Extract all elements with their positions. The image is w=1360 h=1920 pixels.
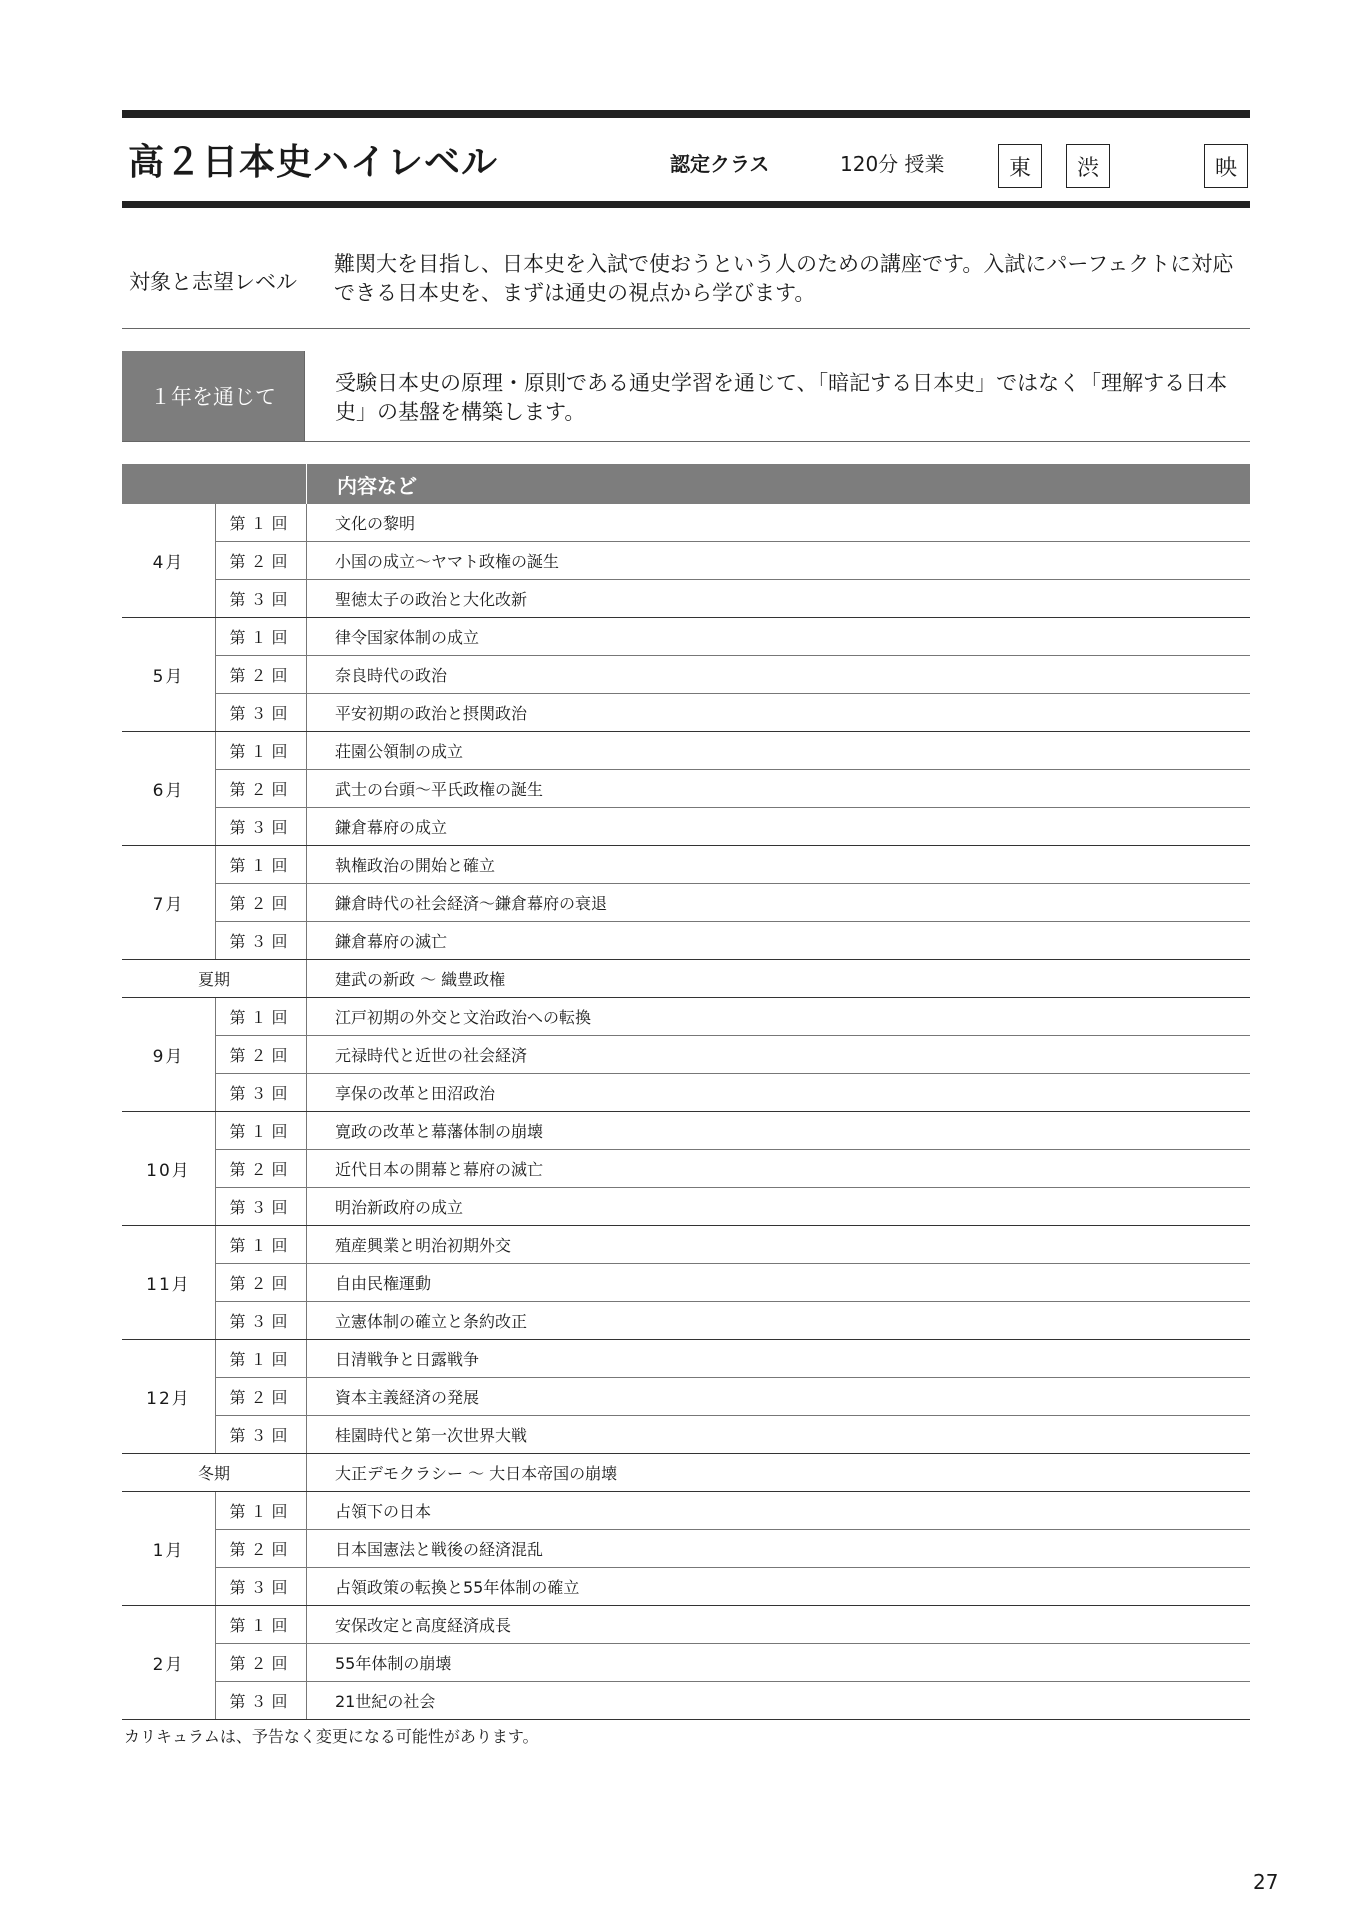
table-row (122, 1530, 1250, 1568)
topic-cell: 荘園公領制の成立 (307, 732, 1251, 770)
month-cell: 11月 (122, 1226, 216, 1340)
topic-cell: 鎌倉時代の社会経済～鎌倉幕府の衰退 (307, 884, 1251, 922)
session-cell: 第１回 (216, 504, 307, 542)
page-number: 27 (1253, 1870, 1279, 1894)
session-cell: 第３回 (216, 1568, 307, 1606)
topic-cell: 聖徳太子の政治と大化改新 (307, 580, 1251, 618)
campus-badge-east: 東 (998, 144, 1042, 188)
topic-cell: 小国の成立～ヤマト政権の誕生 (307, 542, 1251, 580)
month-cell: 12月 (122, 1340, 216, 1454)
top-rule (122, 110, 1250, 118)
table-row (122, 1644, 1250, 1682)
table-row (122, 656, 1250, 694)
topic-cell: 文化の黎明 (307, 504, 1251, 542)
year-section (122, 351, 1250, 442)
topic-cell: 奈良時代の政治 (307, 656, 1251, 694)
campus-badge-shibuya: 渋 (1066, 144, 1110, 188)
topic-cell: 寛政の改革と幕藩体制の崩壊 (307, 1112, 1251, 1150)
topic-cell: 平安初期の政治と摂関政治 (307, 694, 1251, 732)
target-label: 対象と志望レベル (129, 270, 297, 294)
course-page (122, 110, 1250, 1747)
topic-cell: 資本主義経済の発展 (307, 1378, 1251, 1416)
table-row (122, 580, 1250, 618)
course-title: 高２日本史ハイレベル (128, 142, 499, 183)
table-row (122, 1264, 1250, 1302)
session-cell: 第２回 (216, 1378, 307, 1416)
topic-cell: 占領政策の転換と55年体制の確立 (307, 1568, 1251, 1606)
table-row (122, 846, 1250, 884)
month-cell: 2月 (122, 1606, 216, 1720)
month-cell: 6月 (122, 732, 216, 846)
table-row (122, 1302, 1250, 1340)
table-row (122, 1606, 1250, 1644)
table-row (122, 504, 1250, 542)
topic-cell: 自由民権運動 (307, 1264, 1251, 1302)
topic-cell: 江戸初期の外交と文治政治への転換 (307, 998, 1251, 1036)
session-cell: 第１回 (216, 618, 307, 656)
bottom-rule (122, 201, 1250, 208)
course-header (122, 118, 1250, 201)
session-cell: 第３回 (216, 1074, 307, 1112)
table-row (122, 1340, 1250, 1378)
month-cell: 5月 (122, 618, 216, 732)
session-cell: 第１回 (216, 1340, 307, 1378)
month-cell: 4月 (122, 504, 216, 618)
topic-cell: 律令国家体制の成立 (307, 618, 1251, 656)
season-label: 夏期 (122, 960, 307, 998)
target-section (122, 250, 1250, 329)
table-row (122, 618, 1250, 656)
session-cell: 第１回 (216, 846, 307, 884)
table-row (122, 1036, 1250, 1074)
session-cell: 第１回 (216, 1112, 307, 1150)
table-row (122, 1492, 1250, 1530)
session-cell: 第１回 (216, 732, 307, 770)
table-row (122, 998, 1250, 1036)
topic-cell: 立憲体制の確立と条約改正 (307, 1302, 1251, 1340)
table-row (122, 1226, 1250, 1264)
session-cell: 第３回 (216, 694, 307, 732)
session-cell: 第３回 (216, 922, 307, 960)
campus-badge-video: 映 (1204, 144, 1248, 188)
table-row (122, 1188, 1250, 1226)
session-cell: 第２回 (216, 770, 307, 808)
session-cell: 第２回 (216, 656, 307, 694)
table-header-content: 内容など (307, 464, 1251, 504)
season-row (122, 960, 1250, 998)
topic-cell: 建武の新政 ～ 織豊政権 (307, 960, 1251, 998)
year-label: １年を通じて (122, 351, 304, 441)
table-row (122, 1074, 1250, 1112)
table-row (122, 922, 1250, 960)
table-row (122, 732, 1250, 770)
season-row (122, 1454, 1250, 1492)
session-cell: 第３回 (216, 580, 307, 618)
table-row (122, 884, 1250, 922)
session-cell: 第３回 (216, 1682, 307, 1720)
topic-cell: 安保改定と高度経済成長 (307, 1606, 1251, 1644)
session-cell: 第２回 (216, 884, 307, 922)
topic-cell: 武士の台頭～平氏政権の誕生 (307, 770, 1251, 808)
session-cell: 第３回 (216, 1188, 307, 1226)
month-cell: 1月 (122, 1492, 216, 1606)
session-cell: 第１回 (216, 1606, 307, 1644)
topic-cell: 大正デモクラシー ～ 大日本帝国の崩壊 (307, 1454, 1251, 1492)
session-cell: 第２回 (216, 1036, 307, 1074)
topic-cell: 鎌倉幕府の成立 (307, 808, 1251, 846)
table-row (122, 542, 1250, 580)
session-cell: 第１回 (216, 1492, 307, 1530)
session-cell: 第２回 (216, 1150, 307, 1188)
topic-cell: 日清戦争と日露戦争 (307, 1340, 1251, 1378)
month-cell: 10月 (122, 1112, 216, 1226)
session-cell: 第１回 (216, 1226, 307, 1264)
topic-cell: 享保の改革と田沼政治 (307, 1074, 1251, 1112)
target-text: 難関大を目指し、日本史を入試で使おうという人のための講座です。入試にパーフェクトに対応できる日本史を、まずは通史の視点から学びます。 (334, 252, 1234, 305)
topic-cell: 日本国憲法と戦後の経済混乱 (307, 1530, 1251, 1568)
month-cell: 9月 (122, 998, 216, 1112)
session-cell: 第３回 (216, 1416, 307, 1454)
topic-cell: 55年体制の崩壊 (307, 1644, 1251, 1682)
topic-cell: 桂園時代と第一次世界大戦 (307, 1416, 1251, 1454)
topic-cell: 鎌倉幕府の滅亡 (307, 922, 1251, 960)
season-label: 冬期 (122, 1454, 307, 1492)
curriculum-note: カリキュラムは、予告なく変更になる可能性があります。 (124, 1727, 539, 1746)
topic-cell: 近代日本の開幕と幕府の滅亡 (307, 1150, 1251, 1188)
table-row (122, 1568, 1250, 1606)
table-row (122, 770, 1250, 808)
class-type: 認定クラス (670, 152, 770, 176)
topic-cell: 執権政治の開始と確立 (307, 846, 1251, 884)
session-cell: 第３回 (216, 808, 307, 846)
topic-cell: 占領下の日本 (307, 1492, 1251, 1530)
session-cell: 第１回 (216, 998, 307, 1036)
session-cell: 第２回 (216, 1264, 307, 1302)
table-row (122, 1150, 1250, 1188)
lesson-duration: 120分 授業 (840, 152, 945, 176)
topic-cell: 殖産興業と明治初期外交 (307, 1226, 1251, 1264)
session-cell: 第３回 (216, 1302, 307, 1340)
topic-cell: 21世紀の社会 (307, 1682, 1251, 1720)
session-cell: 第２回 (216, 1644, 307, 1682)
table-row (122, 1416, 1250, 1454)
session-cell: 第２回 (216, 542, 307, 580)
topic-cell: 明治新政府の成立 (307, 1188, 1251, 1226)
year-text: 受験日本史の原理・原則である通史学習を通じて、「暗記する日本史」ではなく「理解する日本史」の基盤を構築します。 (304, 351, 1250, 441)
table-row (122, 1112, 1250, 1150)
month-cell: 7月 (122, 846, 216, 960)
table-row (122, 1682, 1250, 1720)
table-row (122, 808, 1250, 846)
topic-cell: 元禄時代と近世の社会経済 (307, 1036, 1251, 1074)
table-header-blank (122, 464, 307, 504)
table-row (122, 1378, 1250, 1416)
session-cell: 第２回 (216, 1530, 307, 1568)
curriculum-table (122, 464, 1250, 1720)
table-row (122, 694, 1250, 732)
